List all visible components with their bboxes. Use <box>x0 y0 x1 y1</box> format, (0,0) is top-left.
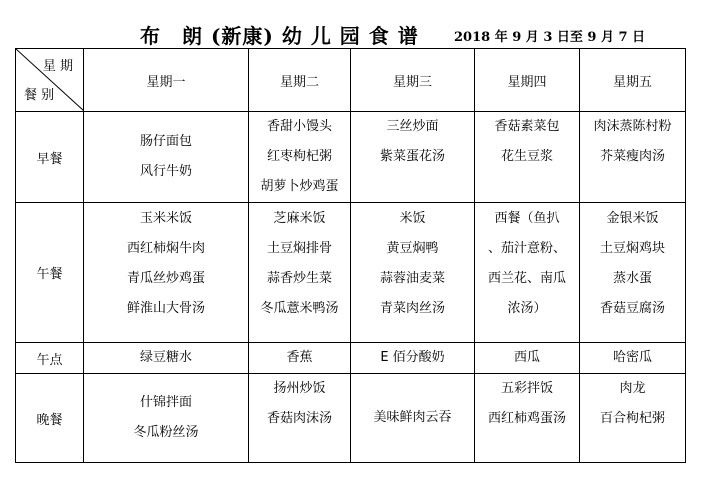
dish: 紫菜蛋花汤 <box>379 149 445 164</box>
dish: 香甜小馒头 <box>266 119 332 134</box>
dish: E 佰分酸奶 <box>380 350 445 365</box>
dish: 西红柿焖牛肉 <box>126 241 205 256</box>
menu-cell <box>580 374 686 463</box>
meal-row-breakfast <box>16 112 686 203</box>
menu-cell <box>249 112 351 203</box>
corner-weekday-label: 星 期 <box>42 59 73 74</box>
dish: 黄豆焖鸭 <box>386 241 439 256</box>
menu-cell <box>351 343 475 374</box>
dish: 扬州炒饭 <box>273 381 326 396</box>
dish: 三丝炒面 <box>386 119 439 134</box>
dish: 土豆焖鸡块 <box>599 241 665 256</box>
dish: 、茄汁意粉、 <box>487 241 566 256</box>
dish: 芝麻米饭 <box>273 211 326 226</box>
dish: 肉龙 <box>619 381 646 396</box>
menu-cell <box>475 343 580 374</box>
menu-cell <box>475 112 580 203</box>
header-day-tue: 星期二 <box>249 49 351 112</box>
menu-cell <box>580 343 686 374</box>
meal-label: 晚餐 <box>16 374 84 463</box>
header-row <box>16 49 686 112</box>
dish: 美味鲜肉云吞 <box>373 410 452 425</box>
menu-cell <box>249 203 351 343</box>
dish: 芥菜瘦肉汤 <box>599 149 665 164</box>
dish: 百合枸杞粥 <box>599 411 665 426</box>
menu-cell <box>580 203 686 343</box>
menu-title <box>0 20 706 50</box>
dish: 玉米米饭 <box>139 211 192 226</box>
dish: 香蕉 <box>286 350 313 365</box>
menu-cell <box>84 374 249 463</box>
dish: 青瓜丝炒鸡蛋 <box>126 271 205 286</box>
dish: 蒜香炒生菜 <box>266 271 332 286</box>
header-day-thu: 星期四 <box>475 49 580 112</box>
dish: 香菇豆腐汤 <box>599 301 665 316</box>
dish: 西红柿鸡蛋汤 <box>487 411 566 426</box>
meal-row-snack <box>16 343 686 374</box>
dish: 米饭 <box>399 211 426 226</box>
dish: 西餐（鱼扒 <box>494 211 560 226</box>
dish: 五彩拌饭 <box>500 381 553 396</box>
dish: 肉沫蒸陈村粉 <box>593 119 672 134</box>
menu-cell <box>84 112 249 203</box>
dish: 香菇肉沫汤 <box>266 411 332 426</box>
menu-cell <box>84 343 249 374</box>
dish: 土豆焖排骨 <box>266 241 332 256</box>
corner-header-cell <box>16 49 84 112</box>
dish: 鲜淮山大骨汤 <box>126 301 205 316</box>
menu-cell <box>84 203 249 343</box>
header-day-fri: 星期五 <box>580 49 686 112</box>
dish: 蒸水蛋 <box>612 271 652 286</box>
dish: 肠仔面包 <box>139 134 192 149</box>
dish: 香菇素菜包 <box>494 119 560 134</box>
dish: 冬瓜粉丝汤 <box>133 425 199 440</box>
dish: 胡萝卜炒鸡蛋 <box>260 179 339 194</box>
title-main: 布 朗 (新康) 幼 儿 园 食 谱 <box>140 24 419 48</box>
dish: 金银米饭 <box>606 211 659 226</box>
dish: 绿豆糖水 <box>139 350 192 365</box>
dish: 红枣枸杞粥 <box>266 149 332 164</box>
dish: 风行牛奶 <box>139 164 192 179</box>
weekly-menu-table <box>15 48 686 463</box>
meal-label: 午餐 <box>16 203 84 343</box>
menu-cell <box>580 112 686 203</box>
meal-row-dinner <box>16 374 686 463</box>
menu-cell <box>475 374 580 463</box>
meal-row-lunch <box>16 203 686 343</box>
menu-cell <box>475 203 580 343</box>
menu-cell <box>249 374 351 463</box>
menu-cell <box>351 203 475 343</box>
meal-label: 早餐 <box>16 112 84 203</box>
dish: 西瓜 <box>513 350 540 365</box>
menu-cell <box>249 343 351 374</box>
corner-meal-label: 餐 别 <box>24 88 55 103</box>
dish: 浓汤） <box>507 301 547 316</box>
dish: 哈密瓜 <box>612 350 652 365</box>
dish: 什锦拌面 <box>139 395 192 410</box>
menu-cell <box>351 374 475 463</box>
menu-cell <box>351 112 475 203</box>
header-day-mon: 星期一 <box>84 49 249 112</box>
dish: 青菜肉丝汤 <box>379 301 445 316</box>
meal-label: 午点 <box>16 343 84 374</box>
dish: 蒜蓉油麦菜 <box>379 271 445 286</box>
dish: 冬瓜薏米鸭汤 <box>260 301 339 316</box>
dish: 西兰花、南瓜 <box>487 271 566 286</box>
title-date-range: 2018 年 9 月 3 日至 9 月 7 日 <box>454 30 646 45</box>
dish: 花生豆浆 <box>500 149 553 164</box>
header-day-wed: 星期三 <box>351 49 475 112</box>
